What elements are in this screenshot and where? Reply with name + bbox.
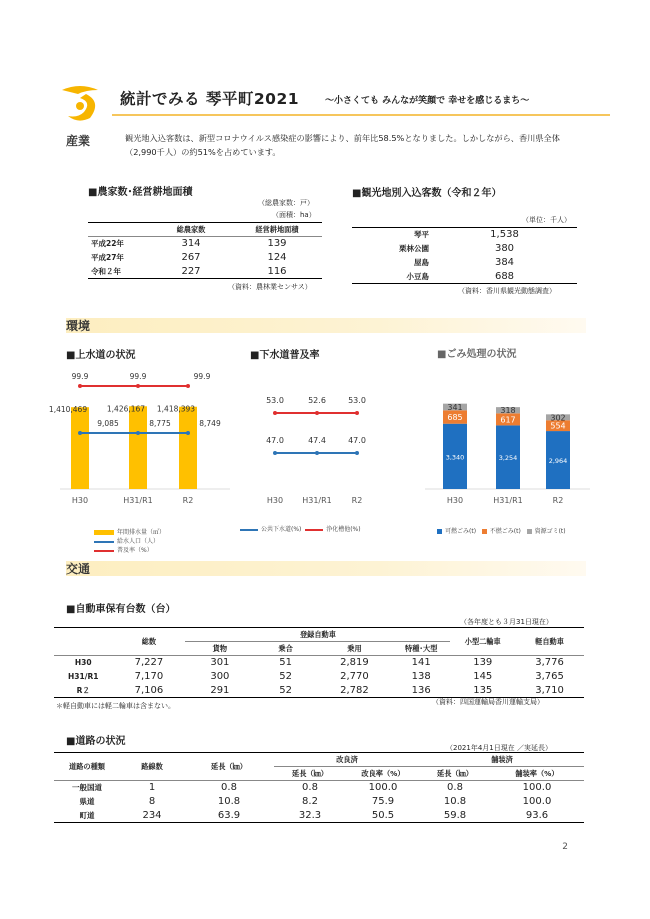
data-label: 47.0 [266,436,284,445]
farm-households: 314 [181,238,201,250]
data-label: 99.9 [193,372,211,381]
data-label: 52.6 [308,396,326,405]
vehicles-cargo: 301 [210,657,230,669]
vehicles-bike: 145 [473,671,493,682]
legend-item: 普及率（%） [94,546,165,555]
tourism-place: 栗林公園 [399,244,429,253]
section-environment-label: 環境 [66,319,91,333]
vehicles-car: 2,819 [340,657,369,669]
sewer-chart-title: ■下水道普及率 [250,350,320,361]
roads-imp-rate: 100.0 [368,782,398,794]
farm-row-year: 令和２年 [91,266,121,276]
vehicles-source: （資料：四国運輸局香川運輸支局） [432,698,544,706]
data-label: 99.9 [71,372,89,381]
vehicles-cargo: 291 [210,684,230,696]
legend-swatch [94,550,114,552]
legend-swatch [527,529,532,534]
roads-length: 0.8 [221,782,237,794]
roads-type: 町道 [79,810,95,820]
roads-col-length: 延長（㎞） [211,761,247,771]
roads-title: ■道路の状況 [66,736,126,747]
vehicles-special: 136 [411,684,431,696]
vehicles-col-car: 乗用 [347,643,362,653]
data-label: 9,085 [97,419,119,428]
roads-pav-length: 59.8 [443,809,467,821]
legend-swatch [482,529,487,534]
tick-label: R2 [182,496,194,505]
roads-count: 8 [148,796,156,807]
legend-swatch [94,530,114,535]
roads-imp-length: 8.2 [302,796,318,807]
point [273,411,277,415]
vehicles-title: ■自動車保有台数（台） [66,604,176,615]
roads-col-count: 路線数 [141,761,163,771]
vehicles-col-bike: 小型二輪車 [464,636,501,646]
tick-label: H30 [266,496,284,505]
environment-bar [66,318,586,333]
roads-col-pav-length: 延長（㎞） [437,768,473,778]
farm-households: 227 [181,265,201,277]
tourism-place: 小豆島 [406,271,429,281]
tick-label: R2 [351,496,363,505]
roads-pav-length: 10.8 [443,796,467,807]
vehicles-total: 7,227 [134,657,164,669]
tourism-value: 384 [494,257,515,268]
data-label: 1,426,167 [106,404,146,414]
tourism-source: （資料：香川県観光動態調査） [458,287,556,295]
waste-legend: 可燃ごみ(t) 不燃ごみ(t) 資源ゴミ(t) [437,526,566,535]
point [186,431,190,435]
vehicles-col-registered: 登録自動車 [185,628,450,642]
vehicles-col-total: 総数 [141,636,157,646]
tick-label: H31/R1 [123,496,153,505]
vehicles-total: 7,106 [134,684,164,696]
point [136,384,140,388]
traffic-bar [66,561,586,576]
roads-length: 10.8 [217,796,241,807]
point [273,451,277,455]
farm-title: ■農家数･経営耕地面積 [88,187,193,198]
data-label: 3,254 [498,454,518,463]
tourism-place: 琴平 [414,230,429,240]
data-label: 1,418,393 [156,404,196,414]
legend-swatch [305,529,323,531]
farm-table [88,222,322,279]
tourism-title: ■観光地別入込客数（令和２年） [352,188,502,199]
sewer-chart [245,362,385,522]
roads-type: 一般国道 [72,783,102,793]
roads-note: （2021年4月1日現在 ／実延長） [446,744,552,752]
data-label: 47.0 [348,436,366,445]
farm-households: 267 [181,252,201,263]
industry-text-line2: （2,990千人）の約51%を占めています。 [125,147,281,157]
tourism-place: 屋島 [414,258,429,267]
farm-unit-2: （面積：ha） [272,211,316,219]
roads-table [54,752,584,823]
point [186,384,190,388]
industry-text-line1: 観光地入込客数は、新型コロナウイルス感染症の影響により、前年比58.5%となりました。しかしながら、香川県全体 [125,133,560,143]
data-label: 8,749 [199,419,221,428]
tourism-table [352,227,577,284]
point [355,411,359,415]
tick-label: H31/R1 [302,496,332,505]
vehicles-col-kei: 軽自動車 [535,636,564,646]
roads-imp-length: 32.3 [298,809,322,821]
data-label: 8,775 [149,419,171,428]
farm-col-area: 経営耕地面積 [255,224,299,234]
farm-col-households: 総農家数 [176,224,206,234]
tick-label: H31/R1 [493,496,523,505]
roads-pav-rate: 100.0 [522,796,552,807]
water-legend [94,528,165,555]
roads-col-type: 道路の種類 [69,761,105,771]
vehicles-bus: 52 [279,671,292,682]
vehicles-col-special: 特種･大型 [405,643,438,653]
vehicles-car: 2,770 [340,671,369,682]
tick-label: R2 [552,496,564,505]
data-label: 2,964 [548,457,568,466]
page-title: 統計でみる 琴平町2021 [120,90,300,108]
bar [129,406,147,489]
roads-pav-length: 0.8 [447,782,463,794]
legend-item: 年間排水量（㎥） [94,528,165,537]
roads-imp-rate: 50.5 [371,809,395,821]
vehicles-kei: 3,710 [535,684,564,696]
farm-area: 139 [267,238,287,250]
vehicles-special: 138 [411,671,431,682]
data-label: 554 [550,421,566,431]
legend-item: 給水人口（人） [94,537,165,546]
legend-swatch [94,541,114,543]
roads-col-improved: 改良済 [274,753,420,767]
roads-pav-rate: 100.0 [522,782,552,794]
farm-area: 124 [267,252,287,263]
kotohira-town-emblem-icon [58,80,103,125]
tourism-value: 688 [494,270,515,282]
roads-col-imp-rate: 改良率（%） [361,768,405,778]
section-industry-label: 産業 [66,134,91,148]
bar [179,407,197,489]
roads-imp-rate: 75.9 [371,796,395,807]
vehicles-bus: 51 [279,657,292,669]
vehicles-year: H31/R1 [67,672,99,681]
section-traffic-label: 交通 [66,562,91,576]
vehicles-total: 7,170 [134,671,164,682]
point [78,384,82,388]
vehicles-bus: 52 [279,684,292,696]
vehicles-table [54,627,584,698]
data-label: 99.9 [129,372,147,381]
point [315,411,319,415]
data-label: 302 [550,413,566,423]
data-label: 3,340 [445,453,465,462]
vehicles-note: （各年度とも３月31日現在） [460,618,553,626]
data-label: 53.0 [348,396,366,405]
data-label: 1,410,469 [48,405,88,415]
farm-row-year: 平成27年 [91,253,124,262]
vehicles-col-cargo: 貨物 [212,643,228,653]
roads-count: 234 [142,809,162,821]
data-label: 53.0 [266,396,284,405]
roads-col-imp-length: 延長（㎞） [292,768,328,778]
vehicles-bike: 135 [473,684,493,696]
water-chart [48,362,235,522]
data-label: 685 [447,413,463,423]
bar [71,407,89,489]
farm-row-year: 平成22年 [91,239,124,249]
vehicles-col-bus: 乗合 [278,643,293,653]
legend-swatch [437,529,442,534]
data-label: 617 [500,415,516,425]
point [78,431,82,435]
town-logo [58,80,103,125]
tick-label: H30 [71,496,89,505]
roads-length: 63.9 [217,809,241,821]
data-label: 341 [447,402,463,412]
industry-text [125,131,605,159]
point [355,451,359,455]
roads-pav-rate: 93.6 [525,809,549,821]
tourism-unit: （単位：千人） [522,216,571,224]
waste-chart [425,362,590,522]
header-underline [112,114,610,116]
roads-count: 1 [148,782,156,794]
page-number: 2 [562,842,568,852]
vehicles-bike: 139 [473,657,493,669]
vehicles-footnote: ＊軽自動車には軽二輪車は含まない。 [56,702,175,710]
page-subtitle: ～小さくても みんなが笑顔で 幸せを感じるまち～ [325,96,530,106]
tourism-value: 380 [494,243,515,254]
roads-type: 県道 [79,797,95,806]
vehicles-kei: 3,765 [535,671,564,682]
data-label: 318 [500,406,516,416]
sewer-legend: 公共下水道(%) 浄化槽他(%) [240,524,361,533]
farm-area: 116 [267,265,287,277]
roads-imp-length: 0.8 [302,782,318,794]
point [315,451,319,455]
vehicles-special: 141 [411,657,431,669]
point [136,431,140,435]
vehicles-car: 2,782 [340,684,369,696]
vehicles-year: H30 [74,658,92,668]
vehicles-year: R２ [76,685,90,695]
farm-unit-1: （総農家数：戸） [258,199,314,207]
vehicles-kei: 3,776 [535,657,564,669]
vehicles-cargo: 300 [210,671,230,682]
water-chart-title: ■上水道の状況 [66,350,136,361]
roads-col-paved: 舗装済 [420,753,584,767]
data-label: 47.4 [308,436,326,445]
roads-col-pav-rate: 舗装率（%） [515,768,559,778]
legend-swatch [240,529,258,531]
waste-chart-title: ■ごみ処理の状況 [437,349,517,360]
farm-source: （資料：農林業センサス） [228,283,312,291]
tick-label: H30 [446,496,464,505]
tourism-value: 1,538 [490,229,519,241]
